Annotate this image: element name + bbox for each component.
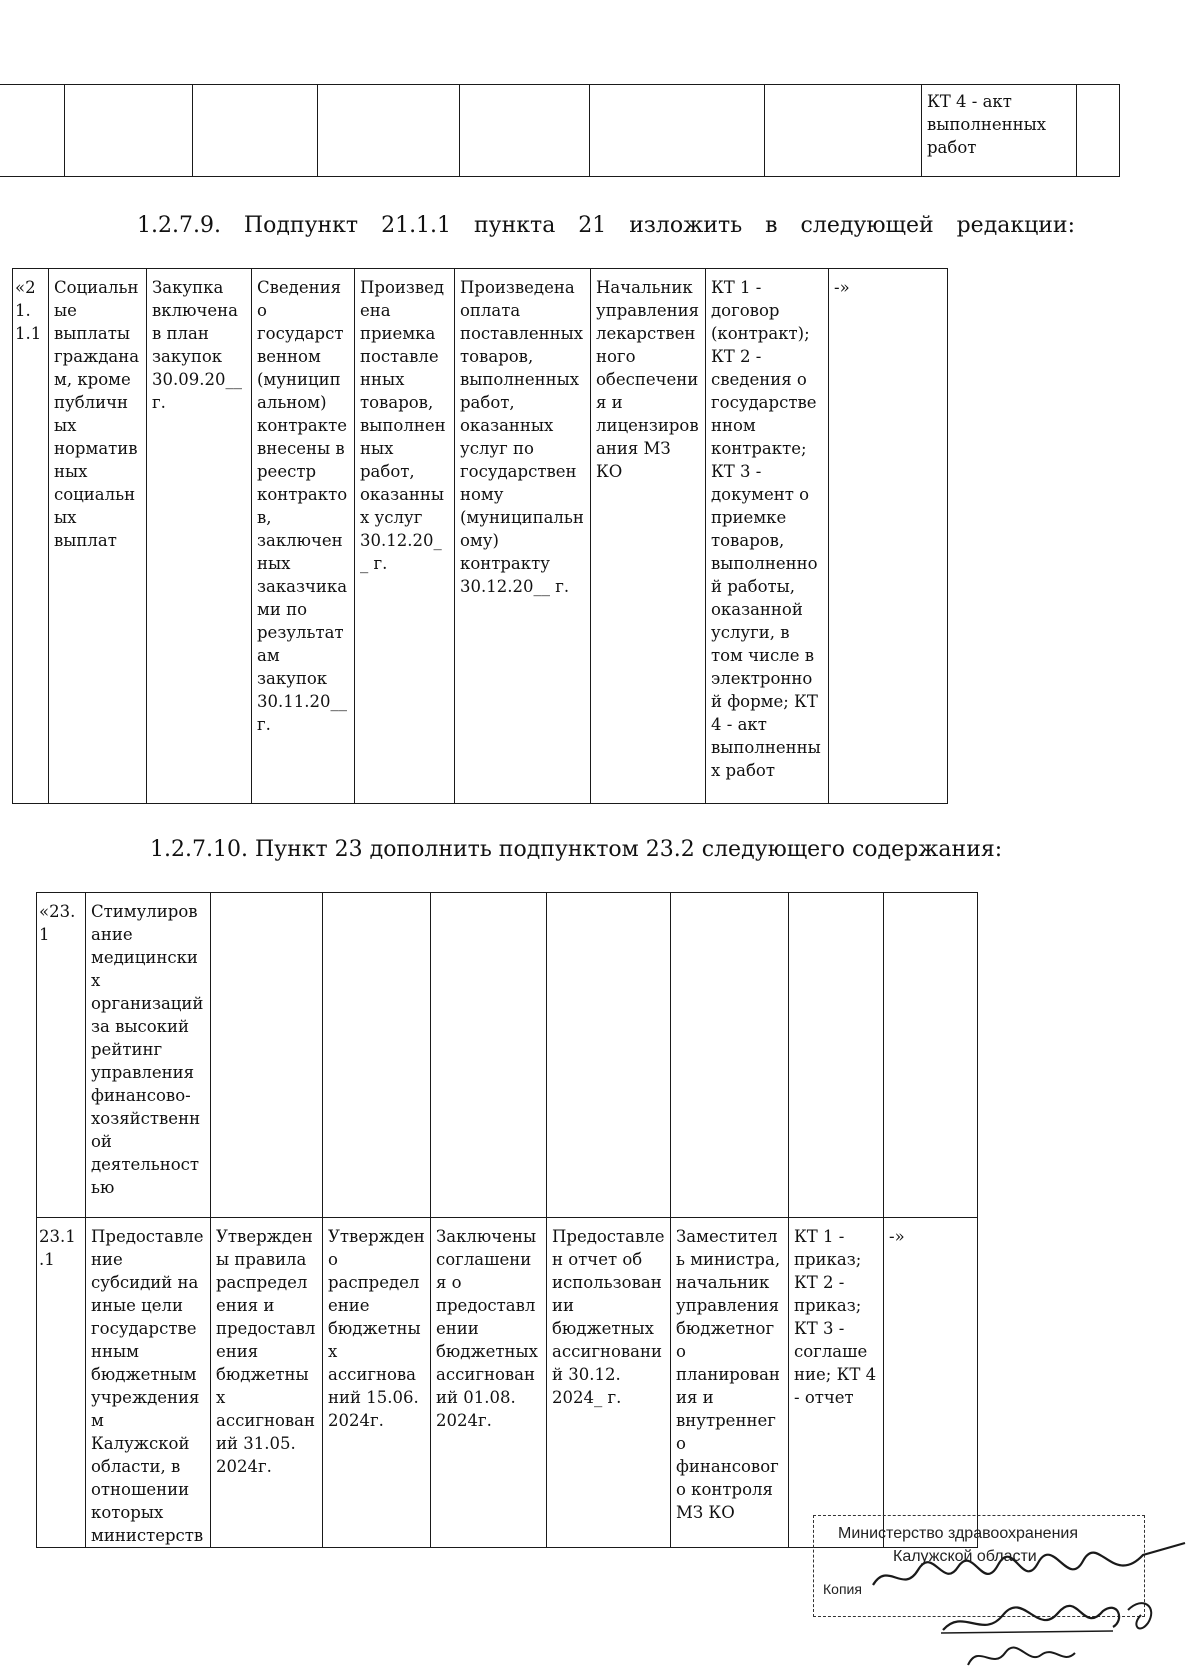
cell bbox=[590, 85, 765, 177]
cell bbox=[0, 85, 65, 177]
responsible: Заместитель министра, начальник управления бюджетного планирования и внутреннего финансового контроля МЗ КО bbox=[671, 1218, 789, 1548]
cell bbox=[460, 85, 590, 177]
control-point-3: Заключены соглашения о предоставлении бюджетных ассигнований 01.08. 2024г. bbox=[431, 1218, 547, 1548]
row-number: «21. 1.1 bbox=[13, 269, 49, 804]
cell-kt4: КТ 4 - акт выполненных работ bbox=[922, 85, 1077, 177]
certification-stamp bbox=[813, 1515, 1143, 1665]
control-point-4: Предоставлен отчет об использовании бюджетных ассигнований 30.12. 2024_ г. bbox=[547, 1218, 671, 1548]
section-heading: 1.2.7.10. Пункт 23 дополнить подпунктом 23.2 следующего содержания: bbox=[150, 837, 1003, 862]
control-point-3: Произведена приемка поставленных товаров, выполненных работ, оказанных услуг 30.12.20__ г. bbox=[355, 269, 455, 804]
cell bbox=[323, 893, 431, 1218]
responsible: Начальник управления лекарственного обеспечения и лицензирования МЗ КО bbox=[591, 269, 706, 804]
cell bbox=[789, 893, 884, 1218]
row-name: Предоставление субсидий на иные цели государственным бюджетным учреждениям Калужской области, в отношении которых министерств bbox=[86, 1218, 211, 1548]
control-point-1: Утверждены правила распределения и предоставления бюджетных ассигнований 31.05. 2024г. bbox=[211, 1218, 323, 1548]
control-point-2: Утверждено распределение бюджетных ассигнований 15.06. 2024г. bbox=[323, 1218, 431, 1548]
table-23-2 bbox=[36, 892, 978, 1548]
cell bbox=[431, 893, 547, 1218]
cell bbox=[211, 893, 323, 1218]
cell bbox=[193, 85, 318, 177]
cell bbox=[1077, 85, 1120, 177]
stamp-organization: Министерство здравоохранения bbox=[838, 1525, 1078, 1542]
row-number: «23. 1 bbox=[37, 893, 86, 1218]
stamp-region: Калужской области bbox=[893, 1548, 1037, 1565]
table-continuation bbox=[0, 84, 1120, 177]
cell bbox=[884, 893, 978, 1218]
row-name: Стимулирование медицинских организаций за высокий рейтинг управления финансово-хозяйственной деятельностью bbox=[86, 893, 211, 1218]
row-end: -» bbox=[884, 1218, 978, 1548]
cell bbox=[318, 85, 460, 177]
table-21-1-1 bbox=[12, 268, 948, 804]
control-point-1: Закупка включена в план закупок 30.09.20__ г. bbox=[147, 269, 252, 804]
cell bbox=[547, 893, 671, 1218]
row-number: 23.1 .1 bbox=[37, 1218, 86, 1548]
row-end: -» bbox=[829, 269, 948, 804]
document-type: КТ 1 - договор (контракт); КТ 2 - сведения о государственном контракте; КТ 3 - документ о приемке товаров, выполненной работы, оказанной услуги, в том числе в электронной форме; КТ 4 - акт выполненных работ bbox=[706, 269, 829, 804]
row-name: Социальные выплаты гражданам, кроме публичных нормативных социальных выплат bbox=[49, 269, 147, 804]
stamp-copy-label: Копия bbox=[823, 1581, 862, 1597]
cell bbox=[765, 85, 922, 177]
document-type: КТ 1 - приказ; КТ 2 - приказ; КТ 3 - соглашение; КТ 4 - отчет bbox=[789, 1218, 884, 1548]
cell bbox=[65, 85, 193, 177]
control-point-4: Произведена оплата поставленных товаров, выполненных работ, оказанных услуг по государственному (муниципальному) контракту 30.12.20__ г. bbox=[455, 269, 591, 804]
section-heading: 1.2.7.9. Подпункт 21.1.1 пункта 21 изложить в следующей редакции: bbox=[137, 213, 1075, 238]
control-point-2: Сведения о государственном (муниципальном) контракте внесены в реестр контрактов, заключенных заказчиками по результатам закупок 30.11.20__ г. bbox=[252, 269, 355, 804]
handwritten-signature bbox=[813, 1515, 1193, 1675]
cell bbox=[671, 893, 789, 1218]
